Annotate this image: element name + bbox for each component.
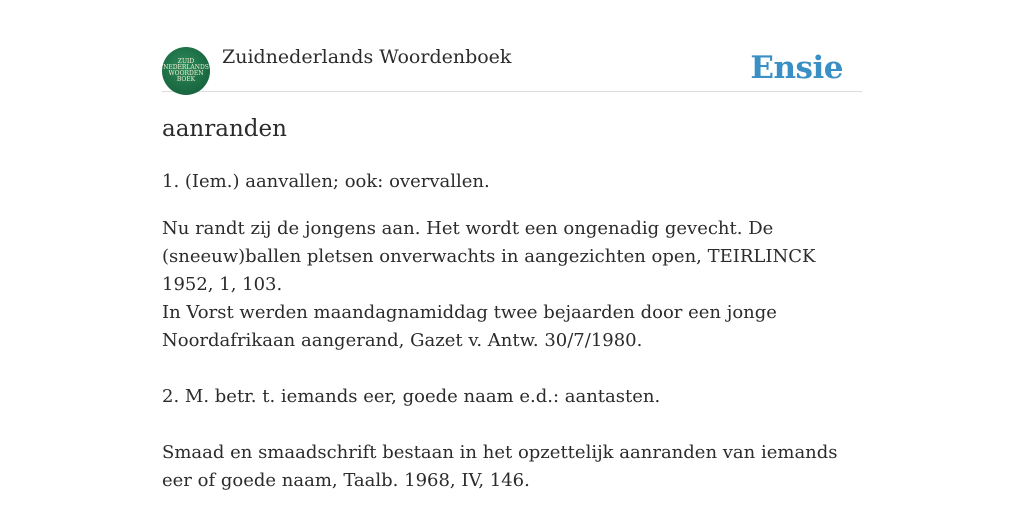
logo-text-line: WOORDEN — [168, 70, 204, 77]
definition-1: 1. (Iem.) aanvallen; ook: overvallen. — [162, 171, 490, 192]
example-quote-1: Nu randt zij de jongens aan. Het wordt een ongenadig gevecht. De (sneeuw)ballen pletsen onverwachts in aangezichten open, TEIRLINCK 1952, 1, 103. — [162, 218, 816, 295]
logo-text-line: BOEK — [176, 76, 196, 83]
dictionary-name[interactable]: Zuidnederlands Woordenboek — [222, 46, 512, 68]
logo-text-line: NEDERLANDS — [163, 64, 209, 71]
entry-card — [162, 40, 862, 491]
definition-2: 2. M. betr. t. iemands eer, goede naam e.d.: aantasten. — [162, 386, 661, 407]
example-quote-2: In Vorst werden maandagnamiddag twee bejaarden door een jonge Noordafrikaan aangerand, Gazet v. Antw. 30/7/1980. — [162, 302, 777, 351]
example-quote-3: Smaad en smaadschrift bestaan in het opzettelijk aanranden van iemands eer of goede naam, Taalb. 1968, IV, 146. — [162, 442, 838, 491]
headword-title: aanranden — [162, 116, 287, 142]
header — [162, 40, 862, 92]
logo-text-line: ZUID — [177, 58, 195, 65]
ensie-brand-logo[interactable]: Ensie — [750, 50, 843, 86]
dictionary-logo[interactable] — [162, 47, 210, 95]
